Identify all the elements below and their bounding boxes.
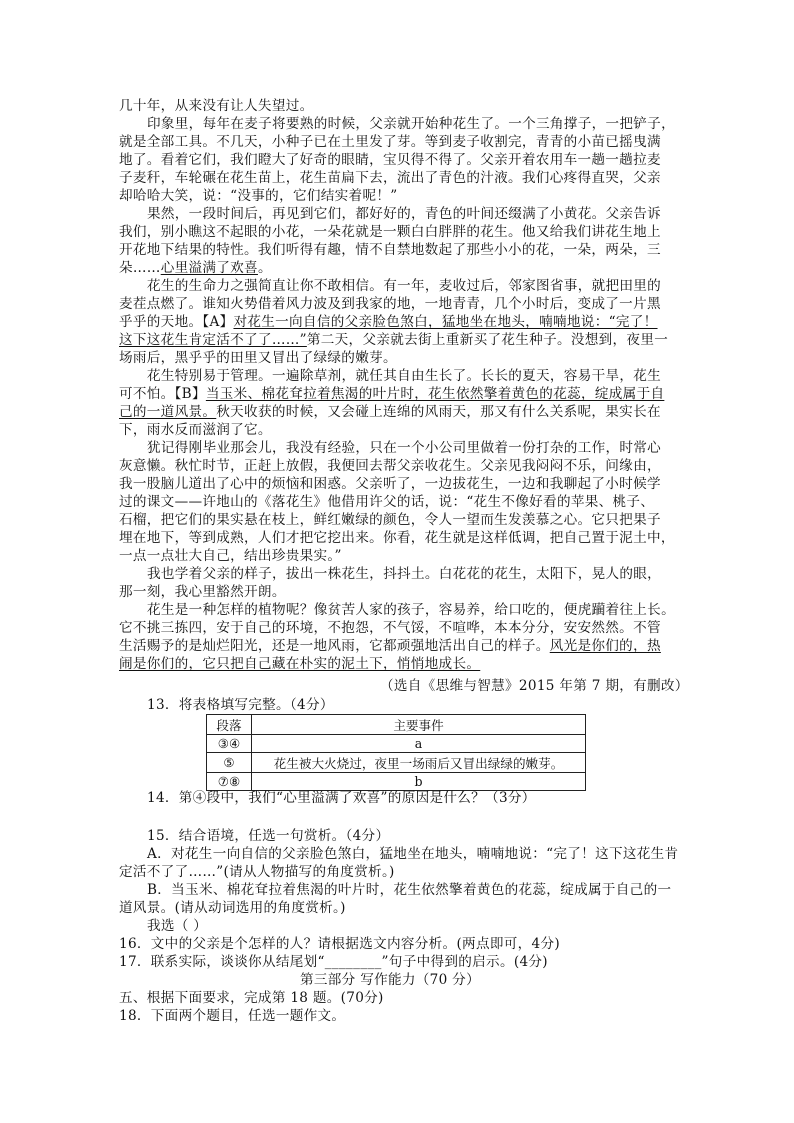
p5-line: [119, 331, 668, 349]
p7-line: 石榴，把它们的果实悬在枝上，鲜红嫩绿的颜色，令人一望而生发羡慕之心。它只把果子: [119, 512, 661, 528]
question-14: 14．第④段中，我们“心里溢满了欢喜”的原因是什么？（3分）: [147, 790, 536, 806]
underlined-ending: 风光是你们的，热: [549, 638, 661, 654]
p5-line: 花生的生命力之强简直让你不敢相信。有一年，麦收过后，邻家图省事，就把田里的: [147, 278, 662, 294]
answer-table: [206, 714, 586, 791]
table-cell: ③④: [207, 735, 252, 753]
p5-text: 乎乎的天地。【A】: [119, 314, 234, 330]
p6-line: 下，雨水反而滋润了它。: [119, 422, 272, 438]
underlined-sentence-b: 当玉米、棉花耷拉着焦渴的叶片时，花生依然擎着黄色的花蕊，绽成属于自: [205, 386, 665, 402]
question-15-option-a: A．对花生一向自信的父亲脸色煞白，猛地坐在地头，喃喃地说：“完了！这下这花生肯: [147, 846, 679, 862]
p9-line: 花生是一种怎样的植物呢？像贫苦人家的孩子，容易养，给口吃的，便虎躏着往上长。: [147, 602, 675, 618]
p4-line-last: [119, 259, 272, 277]
p3-line: 却哈哈大笑，说：“没事的，它们结实着呢！”: [119, 188, 398, 204]
underlined-sentence-b: 己的一道风景。: [119, 404, 217, 420]
p7-line: 一点一点壮大自己，结出珍贵果实。”: [119, 548, 342, 564]
p7-line: 过的课文——许地山的《落花生》他借用许父的话，说：“花生不像好看的苹果、桃子、: [119, 494, 655, 510]
question-15-option-b: 道风景。(请从动词选用的角度赏析。): [119, 900, 346, 916]
source-citation: （选自《思维与智慧》2015 年第 7 期，有删改）: [380, 678, 689, 694]
underlined-sentence-a: 这下这花生肯定活不了了……”: [119, 332, 307, 348]
table-row: [207, 753, 586, 773]
p3-line: 就是全部工具。不几天，小种子已在土里发了芽。等到麦子收割完，青青的小苗已摇曳满: [119, 134, 661, 150]
table-cell-answer[interactable]: b: [252, 773, 586, 791]
p4-line: 开花地下结果的特性。我们听得有趣，情不自禁地数起了那些小小的花，一朵，两朵，三: [119, 242, 661, 258]
question-15: 15．结合语境，任选一句赏析。（4分）: [147, 828, 390, 844]
question-17-text: 17．联系实际，谈谈你从结尾划“: [119, 954, 325, 970]
p5-line: 场雨后，黑乎乎的田里又冒出了绿绿的嫩芽。: [119, 350, 397, 366]
p4-line: 我们，别小瞧这不起眼的小花，一朵花就是一颗白白胖胖的花生。他又给我们讲花生地上: [119, 224, 661, 240]
p7-line: 灰意懒。秋忙时节，正赶上放假，我便回去帮父亲收花生。父亲见我闷闷不乐，问缘由，: [119, 458, 661, 474]
p9-text: 生活赐予的是灿烂阳光，还是一地风雨，它都顽强地活出自己的样子。: [119, 638, 550, 654]
table-cell: ⑦⑧: [207, 773, 252, 791]
p9-line: 它不挑三拣四，安于自己的环境，不抱怨，不气馁，不喧哗，本本分分，安安然然。不管: [119, 620, 661, 636]
table-header: 段落: [207, 715, 252, 735]
p7-line: 犹记得刚毕业那会儿，我没有经验，只在一个小公司里做着一份打杂的工作，时常心: [147, 440, 662, 456]
section-5-heading: 五、根据下面要求，完成第 18 题。(70分): [119, 990, 384, 1006]
table-header: 主要事件: [252, 715, 586, 735]
p3-line: 印象里，每年在麦子将要熟的时候，父亲就开始种花生了。一个三角撑子，一把铲子，: [147, 116, 675, 132]
p6-line: [119, 403, 661, 421]
question-18: 18．下面两个题目，任选一题作文。: [119, 1008, 346, 1024]
question-17: [119, 953, 548, 971]
p4-text: 朵……: [119, 260, 161, 276]
p6-line: [119, 385, 664, 403]
p4-line: 果然，一段时间后，再见到它们，都好好的，青色的叶间还缀满了小黄花。父亲告诉: [147, 206, 662, 222]
question-15-option-a: 定活不了了……”(请从人物描写的角度赏析。): [119, 864, 395, 880]
part-3-heading: 第三部分 写作能力（70 分）: [300, 972, 480, 988]
underlined-phrase-joy: 心里溢满了欢喜: [160, 260, 258, 276]
table-row: [207, 773, 586, 791]
question-15-choice[interactable]: 我选（ ）: [147, 918, 208, 934]
p6-text: 秋天收获的时候，又会碰上连绵的风雨天，那又有什么关系呢，果实长在: [216, 404, 661, 420]
p6-line: 花生特别易于管理。一遍除草剂，就任其自由生长了。长长的夏天，容易干旱，花生: [147, 368, 662, 384]
p8-line: 我也学着父亲的样子，拔出一株花生，抖抖土。白花花的花生，太阳下，晃人的眼，: [147, 566, 662, 582]
p9-line: [119, 655, 480, 673]
p7-line: 埋在地下，等到成熟，人们才把它挖出来。你看，花生就是这样低调，把自己置于泥土中，: [119, 530, 675, 546]
table-cell-answer[interactable]: a: [252, 735, 586, 753]
p7-line: 我一股脑儿道出了心中的烦恼和困惑。父亲听了，一边拔花生，一边和我聊起了小时候学: [119, 476, 661, 492]
table-row: [207, 735, 586, 753]
p5-text: 第二天，父亲就去街上重新买了花生种子。没想到，夜里一: [306, 332, 669, 348]
question-17-blank: ________: [324, 954, 382, 970]
p5-line: 麦茬点燃了。谁知火势借着风力波及到我家的地，一地青青，几个小时后，变成了一片黑: [119, 296, 661, 312]
table-cell: ⑤: [207, 753, 252, 773]
table-header-row: [207, 715, 586, 735]
question-17-text: ”句子中得到的启示。(4分): [381, 954, 548, 970]
underlined-sentence-a: 对花生一向自信的父亲脸色煞白，猛地坐在地头，喃喃地说：“完了！: [233, 314, 658, 330]
p3-line: 地了。看着它们，我们瞪大了好奇的眼睛，宝贝得不得了。父亲开着农用车一趟一趟拉麦: [119, 152, 661, 168]
question-13: 13．将表格填写完整。（4分）: [147, 697, 334, 713]
paragraph-2-end: 几十年，从来没有让人失望过。: [119, 98, 314, 114]
p3-line: 子麦秆，车轮碾在花生苗上，花生苗扁下去，流出了青色的汁液。我们心疼得直哭，父亲: [119, 170, 661, 186]
question-16: 16．文中的父亲是个怎样的人？请根据选文内容分析。(两点即可，4分): [119, 936, 560, 952]
underlined-ending: 闹是你们的，它只把自己藏在朴实的泥土下，悄悄地成长。: [119, 656, 481, 672]
question-15-option-b: B．当玉米、棉花耷拉着焦渴的叶片时，花生依然擎着黄色的花蕊，绽成属于自己的一: [147, 882, 672, 898]
table-cell: 花生被大火烧过，夜里一场雨后又冒出绿绿的嫩芽。: [252, 753, 586, 773]
p6-text: 可不怕。【B】: [119, 386, 206, 402]
p8-line: 那一刻，我心里豁然开朗。: [119, 584, 286, 600]
p5-line: [119, 313, 658, 331]
p9-line: [119, 637, 661, 655]
p4-text: 。: [257, 260, 272, 276]
